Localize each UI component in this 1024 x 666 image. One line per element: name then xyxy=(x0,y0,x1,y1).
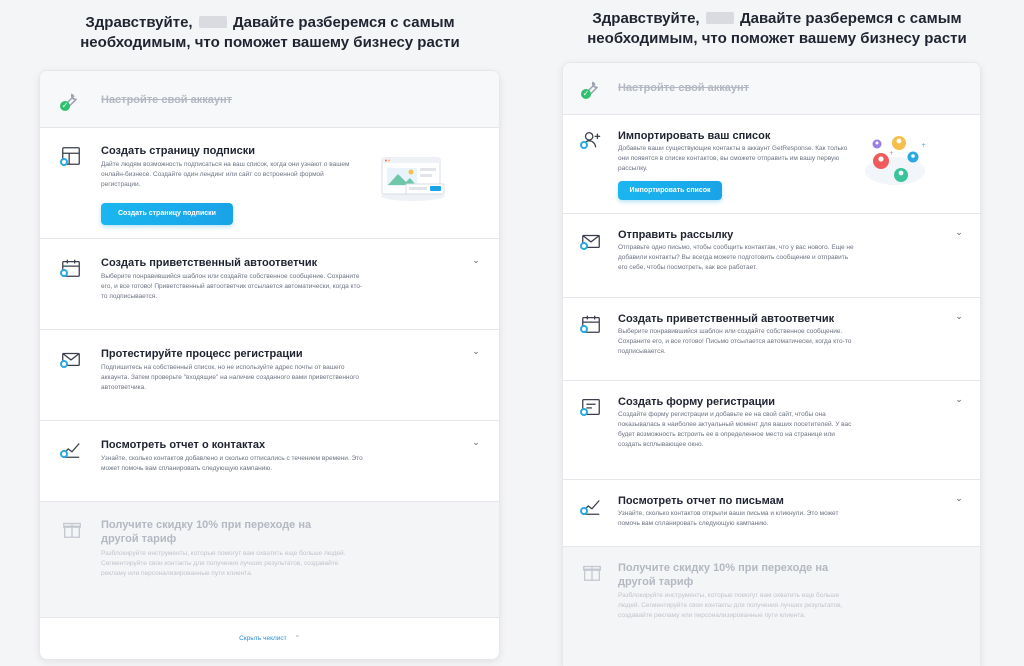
chevron-down-icon[interactable]: ⌄ xyxy=(955,227,963,237)
item-description: Дайте людям возможность подписаться на ваш список, когда они узнают о вашем онлайн-бизнесе. Создайте один лендинг или сайт со встроенной формой регистрации. xyxy=(101,161,350,188)
item-title: Создать страницу подписки xyxy=(101,145,255,157)
item-title: Создать форму регистрации xyxy=(618,396,776,408)
greeting-rest-text: Давайте разберемся с самым необходимым, что поможет вашему бизнесу расти xyxy=(80,14,460,51)
progress-dot-icon xyxy=(60,269,68,277)
item-title: Создать приветственный автоответчик xyxy=(101,257,318,269)
greeting-rest-text: Давайте разберемся с самым необходимым, что поможет вашему бизнесу расти xyxy=(587,10,967,47)
item-description: Добавьте ваши существующие контакты в аккаунт GetResponse. Как только они появятся в списке контактов, вы сможете отправить им вашу первую рассылку. xyxy=(618,145,848,172)
chevron-down-icon[interactable]: ⌄ xyxy=(955,493,963,503)
greeting-text: Здравствуйте, xyxy=(592,10,700,27)
item-description: Выберите понравившийся шаблон или создайте собственное сообщение. Сохраните его, и все готово! Письмо отсылается автоматически, когда кто-то подписывается. xyxy=(618,328,852,355)
redacted-name xyxy=(706,12,734,24)
progress-dot-icon xyxy=(580,325,588,333)
item-description: Узнайте, сколько контактов добавлено и сколько отписались с течением времени. Это может помочь вам спланировать следующую кампанию. xyxy=(101,455,363,472)
checklist-item-setup[interactable] xyxy=(40,71,499,128)
checklist-panel-left xyxy=(39,70,500,660)
item-description: Выберите понравившийся шаблон или создайте собственное сообщение. Сохраните его, и все готово! Приветственный автоответчик отсылается автоматически, когда кто-то подписывается. xyxy=(101,273,363,300)
import-list-button[interactable]: Импортировать список xyxy=(618,181,722,200)
progress-dot-icon xyxy=(580,507,588,515)
chevron-down-icon[interactable]: ⌄ xyxy=(472,437,480,447)
chevron-down-icon[interactable]: ⌄ xyxy=(955,311,963,321)
arrow-up-icon: ⌃ xyxy=(294,635,300,642)
contacts-illustration-icon xyxy=(859,131,931,191)
item-description: Узнайте, сколько контактов открыли ваши письма и кликнули. Это может помочь вам спланировать следующую кампанию. xyxy=(618,510,839,527)
checklist-item-registration-form[interactable] xyxy=(563,381,980,480)
landing-page-illustration-icon xyxy=(378,154,448,202)
redacted-name xyxy=(199,16,227,28)
item-title: Создать приветственный автоответчик xyxy=(618,313,835,325)
checklist-item-email-report[interactable] xyxy=(563,480,980,547)
checklist-item-setup[interactable] xyxy=(563,63,980,115)
progress-dot-icon xyxy=(580,242,588,250)
create-subscription-page-button[interactable]: Создать страницу подписки xyxy=(101,203,233,225)
chevron-down-icon[interactable]: ⌄ xyxy=(472,346,480,356)
checklist-item-subscription-page[interactable] xyxy=(40,128,499,239)
progress-dot-icon xyxy=(580,141,588,149)
greeting-text: Здравствуйте, xyxy=(85,14,193,31)
progress-dot-icon xyxy=(60,360,68,368)
svg-text:+: + xyxy=(889,150,895,157)
hide-checklist-label: Скрыть чеклист xyxy=(239,635,287,642)
checklist-item-discount xyxy=(40,502,499,618)
hide-checklist-link[interactable] xyxy=(40,634,499,642)
chevron-down-icon[interactable]: ⌄ xyxy=(472,255,480,265)
progress-dot-icon xyxy=(60,158,68,166)
item-description: Подпишитесь на собственный список, но не используйте адрес почты от вашего аккаунта. Затем проверьте "входящие" на наличие созданного вами приветственного автоответчика. xyxy=(101,364,359,391)
checklist-item-import-list[interactable] xyxy=(563,115,980,214)
item-description: Создайте форму регистрации и добавьте ее на свой сайт, чтобы она показывалась в наиболее актуальный момент для ваших посетителей. У вас будет возможность встроить ее в определенное место на странице или создать всплывающее окно. xyxy=(618,411,852,448)
check-icon: ✓ xyxy=(582,89,590,98)
checklist-item-test-registration[interactable] xyxy=(40,330,499,421)
check-icon: ✓ xyxy=(61,101,69,110)
checklist-panel-right xyxy=(562,62,981,666)
checklist-item-contacts-report[interactable] xyxy=(40,421,499,502)
page-heading-right xyxy=(582,9,972,49)
item-title: Отправить рассылку xyxy=(618,229,734,241)
gift-icon xyxy=(61,518,83,540)
page-heading-left xyxy=(60,13,480,53)
progress-dot-icon xyxy=(60,450,68,458)
chevron-down-icon[interactable]: ⌄ xyxy=(955,394,963,404)
item-title: Посмотреть отчет по письмам xyxy=(618,495,784,507)
discount-title: Получите скидку 10% при переходе на другой тариф xyxy=(618,562,829,588)
setup-title: Настройте свой аккаунт xyxy=(101,94,232,106)
checklist-item-send-newsletter[interactable] xyxy=(563,214,980,298)
discount-description: Разблокируйте инструменты, которые помогут вам охватить еще больше людей. Сегментируйте свои контакты для получения лучших результатов, создавайте рекламу или персонализированные пути клиента. xyxy=(618,592,843,619)
checklist-item-welcome-autoresponder[interactable] xyxy=(563,298,980,381)
item-description: Отправьте одно письмо, чтобы сообщить контактам, что у вас нового. Еще не добавили контакты? Вы всегда можете подготовить сообщение и отправить его себе, чтобы посмотреть, как все работает. xyxy=(618,244,854,271)
discount-title: Получите скидку 10% при переходе на другой тариф xyxy=(101,519,312,545)
progress-dot-icon xyxy=(580,408,588,416)
item-title: Посмотреть отчет о контактах xyxy=(101,439,266,451)
svg-text:+: + xyxy=(921,142,927,149)
item-title: Протестируйте процесс регистрации xyxy=(101,348,303,360)
checklist-item-welcome-autoresponder[interactable] xyxy=(40,239,499,330)
item-title: Импортировать ваш список xyxy=(618,130,771,142)
checklist-item-discount xyxy=(563,547,980,666)
setup-title: Настройте свой аккаунт xyxy=(618,82,749,94)
discount-description: Разблокируйте инструменты, которые помогут вам охватить еще больше людей. Сегментируйте свои контакты для получения лучших результатов, создавайте рекламу или персонализированные пути клиента. xyxy=(101,550,346,577)
gift-icon xyxy=(581,561,603,583)
